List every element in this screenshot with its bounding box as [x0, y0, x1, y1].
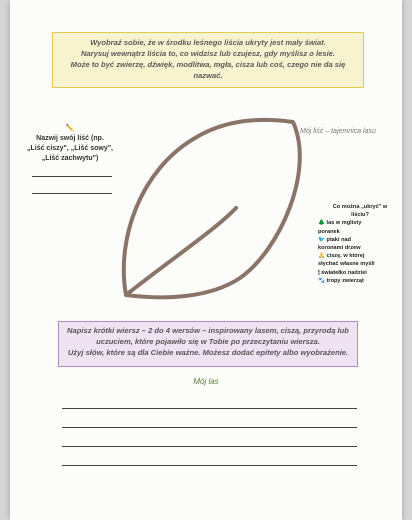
poem-answer-line[interactable]: [62, 427, 357, 428]
hidden-ideas-list: [318, 203, 402, 285]
name-answer-line[interactable]: [32, 176, 112, 177]
name-prompt-line: „Liść zachwytu"): [41, 155, 99, 162]
intro-line: Wyobraź sobie, że w środku leśnego liścia ukryty jest mały świat.: [90, 38, 326, 47]
poem-title: Mój las: [193, 377, 219, 386]
name-prompt-line: ✏️ Nazwij swój liść (np.: [20, 124, 120, 144]
name-prompt-line: „Liść ciszy", „Liść sowy",: [26, 145, 113, 152]
tree-icon: 🌲: [318, 220, 325, 227]
poem-answer-line[interactable]: [62, 408, 357, 409]
list-item: 🐾 tropy zwierząt: [318, 277, 364, 284]
bird-icon: 🐦: [318, 236, 325, 243]
hidden-ideas-title: liściu?: [351, 212, 369, 219]
leaf-outline[interactable]: [110, 100, 310, 300]
poem-instruction-line: uczuciem, które pojawiło się w Tobie po przeczytaniu wiersza.: [96, 337, 320, 346]
poem-instruction-line: Napisz krótki wiersz – 2 do 4 wersów – inspirowany lasem, ciszą, przyrodą lub: [67, 326, 349, 335]
poem-answer-line[interactable]: [62, 465, 357, 466]
intro-line: Narysuj wewnątrz liścia to, co widzisz lub czujesz, gdy myślisz o lesie.: [80, 49, 336, 58]
list-item: 🙏 ciszę, w której: [318, 253, 365, 260]
intro-line: nazwać.: [193, 71, 223, 80]
list-item: koronami drzew: [318, 245, 361, 252]
intro-line: Może to być zwierzę, dźwięk, modlitwa, mgła, cisza lub coś, czego nie da się: [70, 60, 346, 69]
poem-instruction-line: Użyj słów, które są dla Ciebie ważne. Możesz dodać epitety albo wyobrażenie.: [67, 348, 349, 357]
name-answer-line[interactable]: [32, 193, 112, 194]
pray-icon: 🙏: [318, 253, 325, 260]
name-prompt: [20, 124, 120, 164]
candle-icon: 🕯: [318, 269, 320, 276]
hidden-ideas-title: Co można „ukryć" w: [332, 204, 388, 210]
intro-box: [52, 32, 364, 88]
leaf-vein: [126, 208, 236, 295]
list-item: 🐦 ptaki nad: [318, 236, 352, 243]
paw-icon: 🐾: [318, 277, 325, 284]
poem-instructions-box: [58, 321, 358, 367]
list-item: 🌲 las w mglisty: [318, 220, 362, 227]
pencil-icon: ✏️: [65, 125, 75, 132]
leaf-caption: Mój liść – tajemnica lasu: [300, 128, 376, 135]
poem-answer-line[interactable]: [62, 446, 357, 447]
list-item: słychać własne myśli: [318, 261, 375, 268]
list-item: 🕯 światełko nadziei: [318, 269, 367, 276]
list-item: poranek: [318, 228, 340, 235]
leaf-shape: [124, 120, 300, 297]
